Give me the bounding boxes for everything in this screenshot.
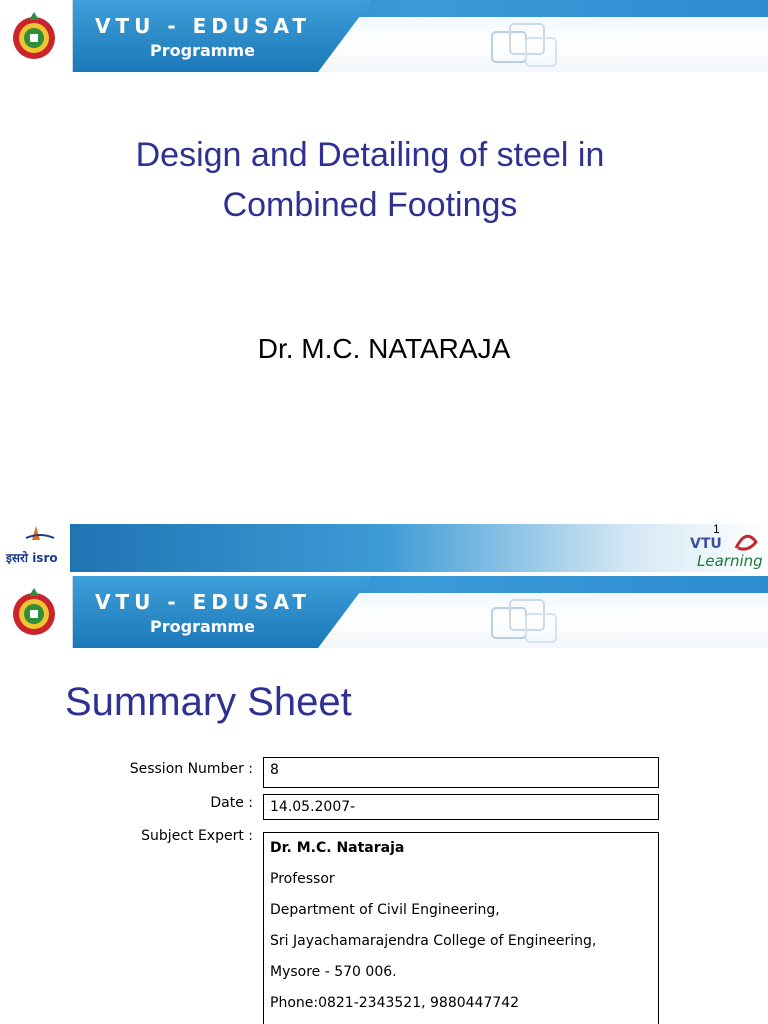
banner-subtitle: Programme <box>150 617 255 636</box>
summary-slide <box>0 576 768 1024</box>
session-number-label: Session Number : <box>129 761 253 777</box>
vtu-label: VTU <box>690 536 722 552</box>
footer-gradient-bar <box>70 524 768 572</box>
vtu-emblem-icon <box>10 586 58 638</box>
banner-subtitle: Programme <box>150 41 255 60</box>
expert-department: Department of Civil Engineering, <box>270 902 500 918</box>
logo-box <box>0 576 73 648</box>
title-line-1: Design and Detailing of steel in <box>135 136 605 174</box>
slide-number: 1 <box>713 522 720 536</box>
author-name: Dr. M.C. NATARAJA <box>257 333 511 364</box>
learning-label: Learning <box>697 552 763 570</box>
slide-footer-band <box>0 520 768 576</box>
date-label: Date : <box>210 795 253 811</box>
vtu-emblem-icon <box>10 10 58 62</box>
summary-title: Summary Sheet <box>65 680 352 724</box>
date-field: 14.05.2007- <box>263 794 659 820</box>
subject-expert-label: Subject Expert : <box>141 828 253 844</box>
decorative-squares-icon <box>490 598 560 648</box>
expert-name: Dr. M.C. Nataraja <box>270 840 405 856</box>
expert-designation: Professor <box>270 871 335 887</box>
isro-label: इसरो isro <box>6 551 58 565</box>
presentation-title <box>0 130 740 230</box>
expert-city: Mysore - 570 006. <box>270 964 397 980</box>
decorative-squares-icon <box>490 22 560 72</box>
edusat-header-2 <box>0 576 768 648</box>
banner-title: VTU - EDUSAT <box>95 590 312 614</box>
banner-title: VTU - EDUSAT <box>95 14 312 38</box>
logo-box <box>0 0 73 72</box>
session-number-field: 8 <box>263 757 659 788</box>
subject-expert-field <box>263 832 659 1024</box>
expert-college: Sri Jayachamarajendra College of Engineering, <box>270 933 597 949</box>
expert-phone: Phone:0821-2343521, 9880447742 <box>270 995 520 1011</box>
edusat-header <box>0 0 768 72</box>
title-line-2: Combined Footings <box>222 186 518 224</box>
